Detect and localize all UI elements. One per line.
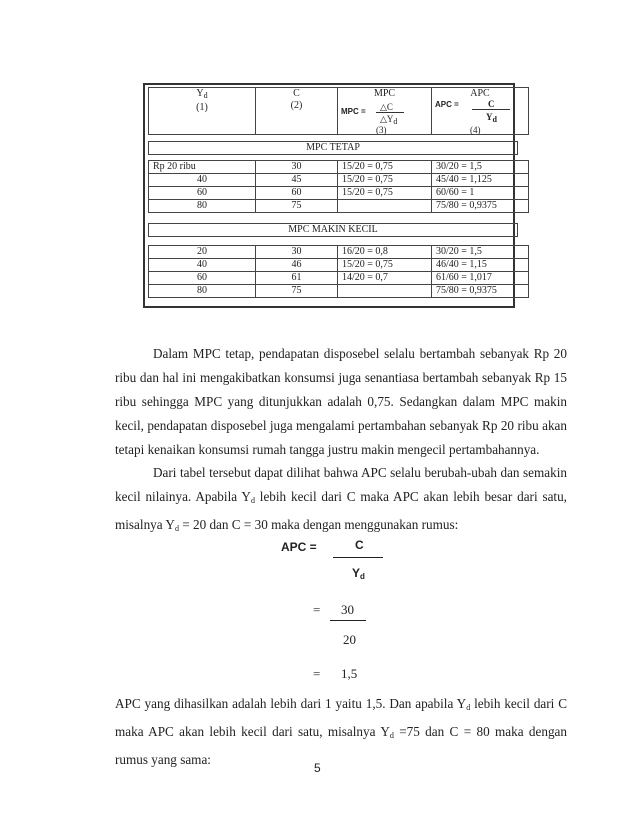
- header-yd: $Y_d$ (1): [149, 88, 256, 135]
- formula-lhs: APC =: [281, 540, 317, 554]
- paragraph-apc: Dari tabel tersebut dapat dilihat bahwa APC selalu berubah-ubah dan semakin kecil nilainya. Apabila $Y_d$ lebih kecil dari C maka APC akan lebih besar dari satu, misalnya $Y_d = 20$ dan C = 30 maka dengan menggunakan rumus:: [115, 465, 567, 533]
- section2-rows: [148, 245, 529, 298]
- section-title-mpc-tetap: MPC TETAP: [148, 141, 518, 155]
- calc-numerator: 30: [341, 602, 354, 617]
- header-apc: APC APC = C $Y_d$ (4): [432, 88, 529, 135]
- calc-denominator: 20: [343, 632, 356, 647]
- table-row: Rp 20 ribu 30 15/20 = 0,75 30/20 = 1,5: [149, 161, 529, 174]
- header-mpc: MPC MPC = △C $\triangle Y_d$ (3): [338, 88, 432, 135]
- calc-fraction-line: [330, 620, 366, 621]
- header-c: C (2): [256, 88, 338, 135]
- formula-denominator: $Y_d$: [352, 566, 365, 581]
- calc-equals-1: =: [313, 602, 321, 617]
- table-row: 40 45 15/20 = 0,75 45/40 = 1,125: [149, 174, 529, 187]
- table-row: 60 60 15/20 = 0,75 60/60 = 1: [149, 187, 529, 200]
- page-number: 5: [314, 761, 321, 775]
- formula-numerator: C: [355, 538, 364, 552]
- section-title-mpc-makin-kecil: MPC MAKIN KECIL: [148, 223, 518, 237]
- calc-result: 1,5: [341, 666, 358, 681]
- paragraph-apc-result: APC yang dihasilkan adalah lebih dari 1 yaitu 1,5. Dan apabila $Y_d$ lebih kecil dari C maka APC akan lebih kecil dari satu, misalnya $Y_d =75$ dan C = 80 maka dengan rumus yang sama:: [115, 696, 567, 767]
- table-row: 80 75 75/80 = 0,9375: [149, 285, 529, 298]
- table-header: [148, 87, 529, 135]
- section1-rows: [148, 160, 529, 213]
- calc-equals-2: =: [313, 666, 321, 681]
- table-row: 20 30 16/20 = 0,8 30/20 = 1,5: [149, 246, 529, 259]
- table-row: 60 61 14/20 = 0,7 61/60 = 1,017: [149, 272, 529, 285]
- table-row: 40 46 15/20 = 0,75 46/40 = 1,15: [149, 259, 529, 272]
- table-row: 80 75 75/80 = 0,9375: [149, 200, 529, 213]
- formula-fraction-line: [333, 557, 383, 558]
- paragraph-mpc: Dalam MPC tetap, pendapatan disposebel selalu bertambah sebanyak Rp 20 ribu dan hal ini mengakibatkan konsumsi juga senantiasa bertambah sebanyak Rp 15 ribu sehingga MPC yang ditunjukkan adalah 0,75. Sedangkan dalam MPC makin kecil, pendapatan disposebel juga mengalami pertambahan sebanyak Rp 20 ribu akan tetapi kenaikan konsumsi rumah tangga justru makin mengecil pertambahannya.: [115, 346, 567, 457]
- cropped-text-line: [150, 62, 270, 72]
